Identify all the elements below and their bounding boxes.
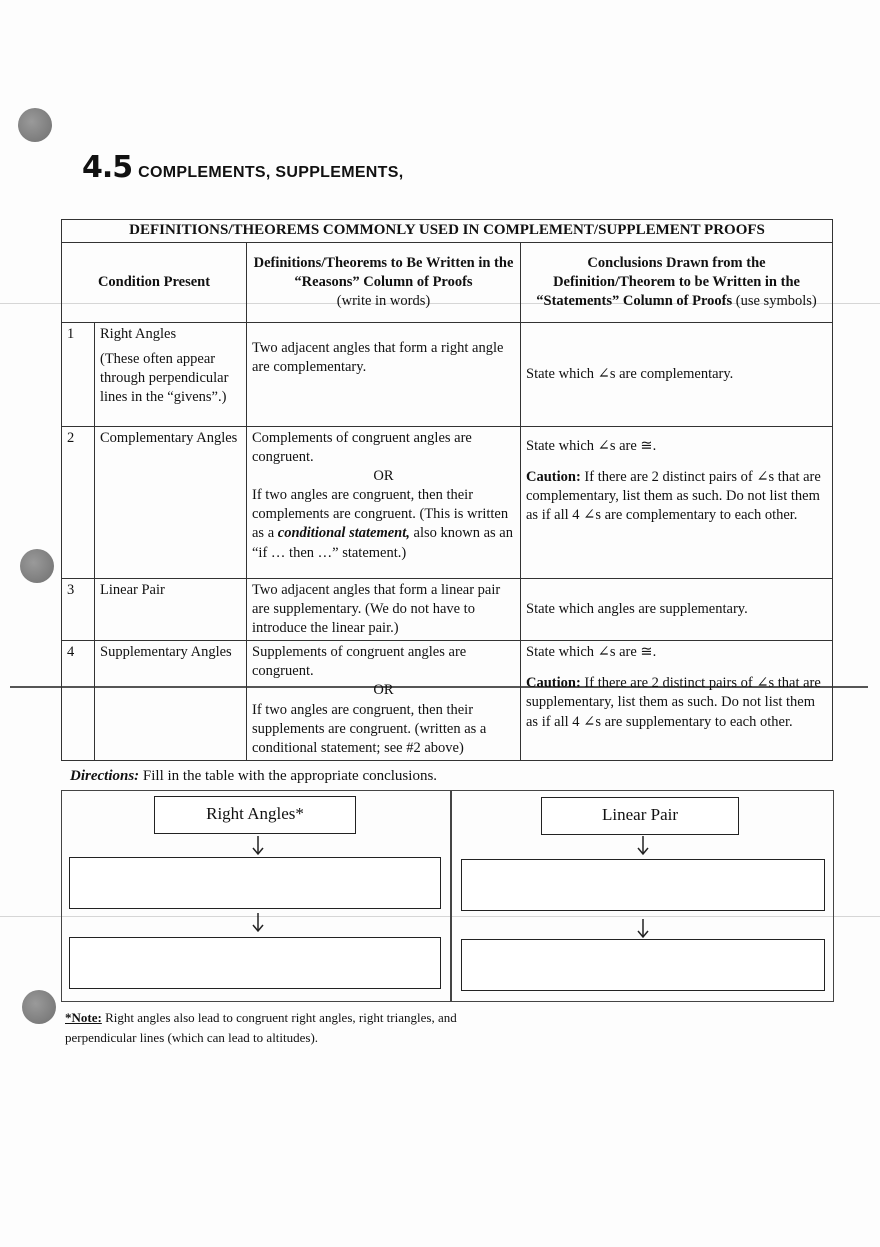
- directions-label: Directions:: [70, 768, 140, 784]
- reason-text-b-pre: If two angles are congruent, then their complements are congruent. (This is written as a: [252, 487, 509, 542]
- table-row: [62, 578, 833, 640]
- col-statements-header-sub: (use symbols): [735, 292, 817, 309]
- reason-cell: [247, 322, 521, 426]
- condition-label: Supplementary Angles: [100, 644, 232, 661]
- reason-cell: [247, 578, 521, 640]
- conclusion-text: State which ∠s are complementary.: [526, 365, 734, 382]
- or-label: OR: [373, 468, 394, 485]
- down-arrow-icon: [252, 913, 264, 933]
- col-statements-header-text: Conclusions Drawn from the Definition/Theorem to be Written in the “Statements” Column of Proofs: [536, 254, 800, 309]
- right-angles-answer-box-2[interactable]: [69, 937, 441, 989]
- definitions-table: [61, 219, 833, 761]
- row-number: 4: [62, 641, 95, 761]
- right-angles-answer-box-1[interactable]: [69, 857, 441, 909]
- down-arrow-icon: [252, 836, 264, 856]
- footnote-text: Right angles also lead to congruent right angles, right triangles, and perpendicular lines (which can lead to altitudes).: [65, 1010, 457, 1046]
- linear-pair-answer-box-1[interactable]: [461, 859, 825, 911]
- caution-label: Caution:: [526, 468, 581, 485]
- binder-hole-bottom: [22, 990, 56, 1024]
- row-number: 1: [62, 322, 95, 426]
- conclusion-text: State which angles are supplementary.: [526, 600, 748, 617]
- table-row: [62, 426, 833, 578]
- conclusion-text: State which ∠s are ≅.: [526, 437, 657, 454]
- row-number: 2: [62, 426, 95, 578]
- conclusion-cell: [521, 578, 833, 640]
- col-condition-header: [62, 242, 247, 322]
- condition-cell: [95, 426, 247, 578]
- condition-cell: [95, 641, 247, 761]
- reason-cell: [247, 426, 521, 578]
- conclusion-cell: [521, 426, 833, 578]
- condition-label: Right Angles: [100, 325, 177, 342]
- section-title: COMPLEMENTS, SUPPLEMENTS,: [138, 164, 404, 181]
- col-reasons-header: [247, 242, 521, 322]
- down-arrow-icon: [637, 919, 649, 939]
- reason-cell: [247, 641, 521, 761]
- caution-label: Caution:: [526, 675, 581, 692]
- reason-text-b-post: also known as an “if … then …” statement.): [252, 525, 513, 561]
- table-row: [62, 322, 833, 426]
- section-number: 4.5: [82, 150, 133, 185]
- linear-pair-panel: [451, 790, 834, 1002]
- condition-note: (These often appear through perpendicular lines in the “givens”.): [100, 350, 229, 406]
- linear-pair-title-box: Linear Pair: [541, 797, 739, 835]
- reason-text: Two adjacent angles that form a right angle are complementary.: [252, 339, 504, 375]
- conclusion-cell: [521, 641, 833, 761]
- col-condition-header-text: Condition Present: [97, 273, 211, 290]
- directions-text: Fill in the table with the appropriate conclusions.: [142, 768, 438, 784]
- conditional-statement-term: conditional statement,: [277, 525, 410, 542]
- condition-cell: [95, 578, 247, 640]
- reason-text-a: Complements of congruent angles are congruent.: [252, 429, 472, 465]
- table-heading: DEFINITIONS/THEOREMS COMMONLY USED IN COMPLEMENT/SUPPLEMENT PROOFS: [62, 220, 833, 243]
- row-number: 3: [62, 578, 95, 640]
- footnote-label: *Note:: [65, 1010, 102, 1025]
- or-label: OR: [373, 682, 394, 699]
- binder-hole-top: [18, 108, 52, 142]
- conclusion-text: State which ∠s are ≅.: [526, 644, 657, 661]
- condition-cell: [95, 322, 247, 426]
- binder-hole-middle: [20, 549, 54, 583]
- col-reasons-header-text: Definitions/Theorems to Be Written in the “Reasons” Column of Proofs: [253, 254, 514, 290]
- page-title: [82, 150, 403, 185]
- reason-text-a: Supplements of congruent angles are congruent.: [252, 644, 467, 680]
- right-angles-panel: [61, 790, 451, 1002]
- col-statements-header: [521, 242, 833, 322]
- right-angles-title-box: Right Angles*: [154, 796, 356, 834]
- condition-label: Linear Pair: [100, 581, 165, 598]
- linear-pair-answer-box-2[interactable]: [461, 939, 825, 991]
- table-row: [62, 641, 833, 761]
- reason-text: Two adjacent angles that form a linear pair are supplementary. (We do not have to introduce the linear pair.): [252, 581, 501, 637]
- col-reasons-header-sub: (write in words): [336, 292, 431, 309]
- down-arrow-icon: [637, 836, 649, 856]
- condition-label: Complementary Angles: [100, 429, 238, 446]
- caution-body: If there are 2 distinct pairs of ∠s that are complementary, list them as such. Do not list them as if all 4 ∠s are complementary to each other.: [526, 468, 821, 524]
- caution-text: [526, 674, 827, 731]
- reason-text-b: If two angles are congruent, then their supplements are congruent. (written as a conditional statement; see #2 above): [252, 701, 487, 756]
- caution-body: If there are 2 distinct pairs of ∠s that are supplementary, list them as such. Do not list them as if all 4 ∠s are supplementary to each other.: [526, 675, 821, 730]
- caution-text: [526, 468, 827, 525]
- footnote: [65, 1008, 485, 1048]
- conclusion-cell: [521, 322, 833, 426]
- directions: [70, 768, 437, 785]
- reason-text-b: [252, 486, 515, 563]
